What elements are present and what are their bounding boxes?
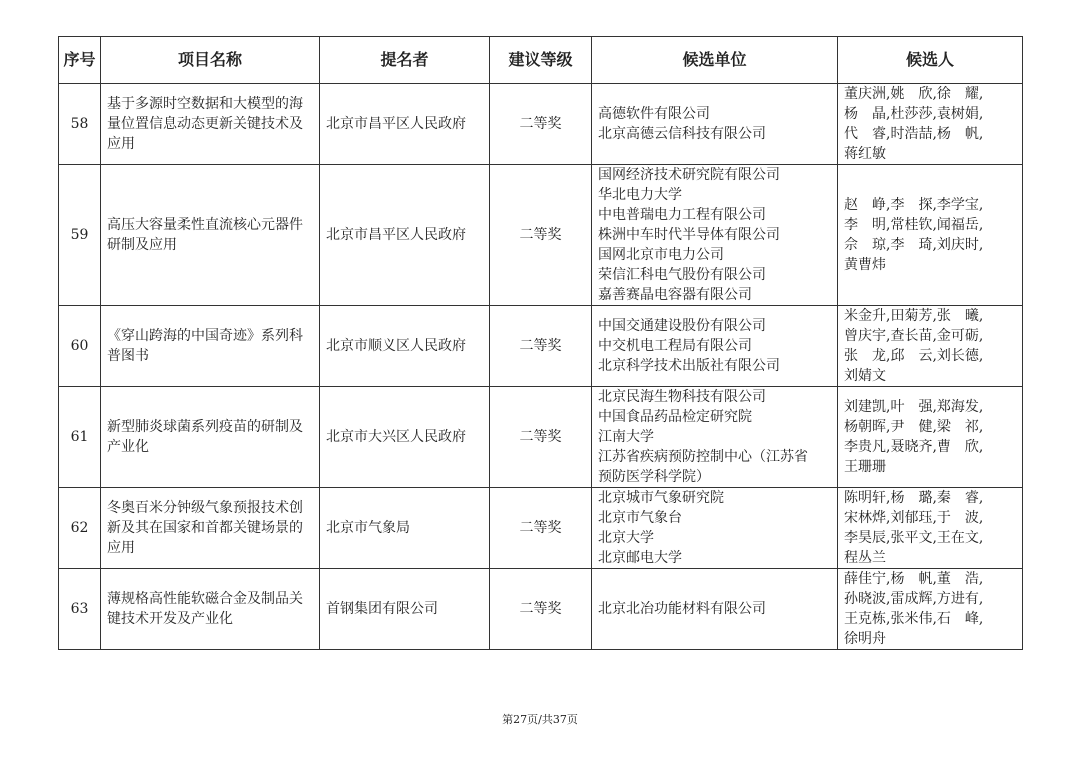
page-number: 第27页/共37页: [502, 713, 578, 726]
candidate-line: 宋林烨,刘郁珏,于 波,: [844, 510, 984, 526]
header-units: 候选单位: [592, 37, 838, 84]
unit-item: 北京城市气象研究院: [598, 490, 724, 506]
candidate-line: 李昊辰,张平文,王在文,: [844, 530, 984, 546]
row-nominator: 北京市大兴区人民政府: [320, 387, 490, 488]
unit-item: 江苏省疾病预防控制中心（江苏省: [598, 449, 808, 465]
candidate-line: 李 明,常桂钦,闻福岳,: [844, 217, 984, 233]
row-candidates: [838, 165, 1023, 306]
row-project-name: 冬奥百米分钟级气象预报技术创新及其在国家和首都关键场景的应用: [101, 488, 320, 569]
row-project-name: 《穿山跨海的中国奇迹》系列科普图书: [101, 306, 320, 387]
candidate-line: 王珊珊: [844, 459, 886, 475]
candidate-line: 蒋红敏: [844, 146, 886, 162]
row-seq: 59: [59, 165, 101, 306]
row-candidates: [838, 569, 1023, 650]
candidate-line: 佘 琼,李 琦,刘庆时,: [844, 237, 984, 253]
unit-item: 嘉善赛晶电容器有限公司: [598, 287, 752, 303]
row-seq: 62: [59, 488, 101, 569]
table-row: [59, 84, 1023, 165]
row-candidates: [838, 387, 1023, 488]
row-grade: 二等奖: [490, 387, 592, 488]
candidate-line: 李贵凡,聂晓齐,曹 欣,: [844, 439, 984, 455]
unit-item: 北京民海生物科技有限公司: [598, 389, 766, 405]
table-row: [59, 165, 1023, 306]
unit-item: 北京科学技术出版社有限公司: [598, 358, 780, 374]
row-candidates: [838, 488, 1023, 569]
candidate-line: 米金升,田菊芳,张 曦,: [844, 308, 984, 324]
unit-item: 国网经济技术研究院有限公司: [598, 167, 780, 183]
row-project-name: 薄规格高性能软磁合金及制品关键技术开发及产业化: [101, 569, 320, 650]
row-units: [592, 387, 838, 488]
row-nominator: 首钢集团有限公司: [320, 569, 490, 650]
candidate-line: 王克栋,张米伟,石 峰,: [844, 611, 984, 627]
unit-item: 中交机电工程局有限公司: [598, 338, 752, 354]
unit-item: 株洲中车时代半导体有限公司: [598, 227, 780, 243]
candidate-line: 曾庆宇,查长苗,金可砺,: [844, 328, 984, 344]
row-candidates: [838, 306, 1023, 387]
candidate-line: 孙晓波,雷成辉,方进有,: [844, 591, 984, 607]
unit-item: 北京市气象台: [598, 510, 682, 526]
row-seq: 60: [59, 306, 101, 387]
unit-item: 中国食品药品检定研究院: [598, 409, 752, 425]
header-project: 项目名称: [101, 37, 320, 84]
table-row: [59, 387, 1023, 488]
header-grade: 建议等级: [490, 37, 592, 84]
table-row: [59, 306, 1023, 387]
awards-table: [58, 36, 1023, 650]
row-nominator: 北京市昌平区人民政府: [320, 84, 490, 165]
row-grade: 二等奖: [490, 569, 592, 650]
candidate-line: 赵 峥,李 探,李学宝,: [844, 197, 984, 213]
candidate-line: 薛佳宁,杨 帆,董 浩,: [844, 571, 984, 587]
candidate-line: 代 睿,时浩喆,杨 帆,: [844, 126, 984, 142]
unit-item: 中国交通建设股份有限公司: [598, 318, 766, 334]
unit-item: 江南大学: [598, 429, 654, 445]
header-row: [59, 37, 1023, 84]
row-units: [592, 569, 838, 650]
candidate-line: 杨 晶,杜莎莎,袁树娟,: [844, 106, 984, 122]
row-project-name: 基于多源时空数据和大模型的海量位置信息动态更新关键技术及应用: [101, 84, 320, 165]
table-row: [59, 569, 1023, 650]
candidate-line: 刘婧文: [844, 368, 886, 384]
row-grade: 二等奖: [490, 488, 592, 569]
candidate-line: 程丛兰: [844, 550, 886, 566]
row-nominator: 北京市气象局: [320, 488, 490, 569]
row-grade: 二等奖: [490, 165, 592, 306]
unit-item: 荣信汇科电气股份有限公司: [598, 267, 766, 283]
row-units: [592, 165, 838, 306]
row-nominator: 北京市顺义区人民政府: [320, 306, 490, 387]
candidate-line: 张 龙,邱 云,刘长德,: [844, 348, 984, 364]
row-seq: 58: [59, 84, 101, 165]
header-candidates: 候选人: [838, 37, 1023, 84]
row-grade: 二等奖: [490, 306, 592, 387]
unit-item: 北京大学: [598, 530, 654, 546]
row-seq: 63: [59, 569, 101, 650]
row-nominator: 北京市昌平区人民政府: [320, 165, 490, 306]
unit-item: 高德软件有限公司: [598, 106, 710, 122]
row-seq: 61: [59, 387, 101, 488]
row-candidates: [838, 84, 1023, 165]
table-body: [59, 84, 1023, 650]
candidate-line: 杨朝晖,尹 健,梁 祁,: [844, 419, 984, 435]
unit-item: 北京高德云信科技有限公司: [598, 126, 766, 142]
row-units: [592, 306, 838, 387]
row-units: [592, 84, 838, 165]
header-nominator: 提名者: [320, 37, 490, 84]
row-grade: 二等奖: [490, 84, 592, 165]
table-row: [59, 488, 1023, 569]
unit-item: 华北电力大学: [598, 187, 682, 203]
candidate-line: 陈明轩,杨 璐,秦 睿,: [844, 490, 984, 506]
candidate-line: 刘建凯,叶 强,郑海发,: [844, 399, 984, 415]
candidate-line: 董庆洲,姚 欣,徐 耀,: [844, 86, 984, 102]
row-project-name: 高压大容量柔性直流核心元器件研制及应用: [101, 165, 320, 306]
unit-item: 国网北京市电力公司: [598, 247, 724, 263]
row-project-name: 新型肺炎球菌系列疫苗的研制及产业化: [101, 387, 320, 488]
unit-item: 北京邮电大学: [598, 550, 682, 566]
header-seq: 序号: [59, 37, 101, 84]
candidate-line: 黄曹炜: [844, 257, 886, 273]
row-units: [592, 488, 838, 569]
candidate-line: 徐明舟: [844, 631, 886, 647]
unit-item: 北京北冶功能材料有限公司: [598, 601, 766, 617]
unit-item: 预防医学科学院）: [598, 469, 710, 485]
unit-item: 中电普瑞电力工程有限公司: [598, 207, 766, 223]
